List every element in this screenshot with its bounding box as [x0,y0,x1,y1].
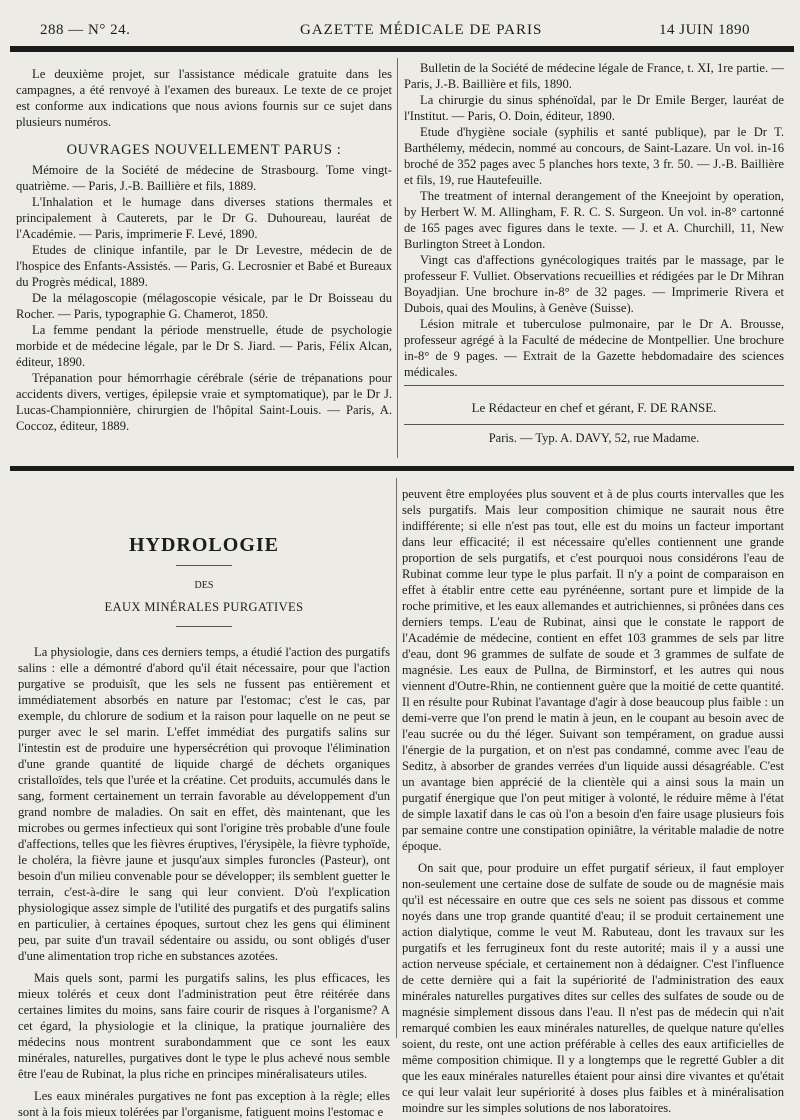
journal-title: GAZETTE MÉDICALE DE PARIS [300,22,543,38]
hydrologie-subtitle: EAUX MINÉRALES PURGATIVES [104,600,304,614]
hydrologie-des: DES [194,580,214,591]
printer-rule [404,424,784,425]
printer-imprint: Paris. — Typ. A. DAVY, 52, rue Madame. [488,431,700,445]
hydrologie-article-right [402,486,784,1116]
book-entry: Etude d'hygiène sociale (syphilis et santé publique), par le Dr T. Barthélemy, médecin, nommé au concours, de Saint-Lazare. Un vol. in-16 broché de 352 pages avec 5 planches hors texte, 3 fr. 50. — J.-B. Baillière et fils, 19, rue Hautefeuille. [404,125,784,187]
article-paragraph: On sait que, pour produire un effet purgatif sérieux, il faut employer non-seulement une certaine dose de sulfate de soude ou de magnésie mais qu'il est nécessaire en outre que ces sels ne soient pas dissous et comme noyés dans une trop grande quantité d'eau; il se produit certainement une action dialytique, comme le veut M. Rabuteau, dont les travaux sur les purgatifs et les ferrugineux font du reste autorité; mais il y a aussi une action nerveuse spéciale, et certainement non à dédaigner. C'est l'influence de cette dernière qui a fait la supériorité de l'administration des eaux minérales naturelles purgatives dites sur celles des sulfates de soude ou de magnésie simplement dissous dans l'eau. Il n'est pas de médecin qui n'ait remarqué combien les eaux minérales naturelles, de quelque nature qu'elles soient, du reste, ont une action préférable à celles des eaux artificielles de même composition chimique. Il y a longtemps que le regretté Gubler a dit que les eaux minérales naturelles étaient pour ainsi dire vivantes et qu'était ce qui leur valait leur supériorité à doses plus faibles et à minéralisation moindre sur les simples solutions de nos laboratoires. [402,861,784,1115]
header-rule [10,46,794,52]
section-break-rule [10,466,794,471]
article-paragraph: Les eaux minérales purgatives ne font pas exception à la règle; elles sont à la fois mieux tolérées par l'organisme, fatiguent moins l'estomac e [18,1089,390,1119]
top-column-divider [397,58,398,458]
book-entry: De la mélagoscopie (mélagoscopie vésicale, par le Dr Boisseau du Rocher. — Paris, typographie G. Chamerot, 1850. [16,291,392,321]
subtitle-rule [176,626,232,627]
hydrologie-article-left [18,644,390,1120]
section-title-ouvrages: OUVRAGES NOUVELLEMENT PARUS : [66,142,342,158]
bottom-column-divider [396,478,397,1038]
book-entry: L'Inhalation et le humage dans diverses stations thermales et principalement à Cauterets, par le Dr G. Duhoureau, lauréat de l'Académie. — Paris, imprimerie F. Levé, 1890. [16,195,392,241]
book-entry: Trépanation pour hémorrhagie cérébrale (série de trépanations pour accidents divers, vertiges, épilepsie vraie et symptomatique), par le Dr J. Lucas-Championnière, chirurgien de l'hôpital Saint-Louis. — Paris, A. Coccoz, éditeur, 1889. [16,371,392,433]
book-entry: Vingt cas d'affections gynécologiques traités par le massage, par le professeur F. Vulliet. Observations recueillies et rédigées par le Dr Mihran Boyadjian. Une brochure in-8° de 32 pages. — Imprimerie Rivera et Dubois, quai des Moulins, à Genève (Suisse). [404,253,784,315]
running-head [18,18,794,44]
page-issue-number: 288 — N° 24. [40,22,131,38]
issue-date: 14 JUIN 1890 [659,22,750,38]
title-rule [176,565,232,566]
book-entry: La chirurgie du sinus sphénoïdal, par le Dr Emile Berger, lauréat de l'Institut. — Paris, O. Doin, éditeur, 1890. [404,93,784,123]
signature-rule [404,385,784,386]
book-entry: La femme pendant la période menstruelle, étude de psychologie morbide et de médecine légale, par le Dr S. Jiard. — Paris, Félix Alcan, éditeur, 1890. [16,323,392,369]
book-entry: Etudes de clinique infantile, par le Dr Levestre, médecin de de l'hospice des Enfants-Assistés. — Paris, G. Lecrosnier et Babé et Bureaux du Progrès médical, 1889. [16,243,392,289]
hydrologie-title: HYDROLOGIE [128,534,280,556]
book-entry: Mémoire de la Société de médecine de Strasbourg. Tome vingt-quatrième. — Paris, J.-B. Baillière et fils, 1889. [16,163,392,193]
article-paragraph: La physiologie, dans ces derniers temps, a étudié l'action des purgatifs salins : elle a démontré d'abord qu'il était nécessaire, pour que l'action purgative se produisît, que les sels ne fussent pas entièrement et immédiatement absorbés en nature par l'estomac; c'est le cas, par exemple, du chlorure de sodium et la raison pour laquelle on ne peut se purger avec le sel marin. L'effet immédiat des purgatifs salins sur l'intestin est de produire une hypersécrétion qui provoque l'élimination d'une grande quantité de liquide chargé de déchets organiques cristalloïdes, tels que l'urée et la créatine. Cet produits, accumulés dans le sang, forment certainement un terrain favorable au développement d'un grand nombre de maladies. On sait en effet, dès maintenant, que les microbes ou germes infectieux qui sont l'origine très probable d'une foule d'affections, telles que les fièvres éruptives, l'érysipèle, la fièvre typhoïde, le choléra, la fièvre jaune et jusqu'aux simples furoncles (Pasteur), ont besoin d'un milieu convenable pour se développer; ils semblent guetter le terrain, c'est-à-dire le sang qui leur convient. D'où l'explication physiologique assez simple de l'utilité des purgatifs et des purgatifs salins en particulier, à certaines époques, surtout chez les gens qui éliminent peu, par suite d'un travail sédentaire ou assidu, ou sont obligés d'user d'une alimentation trop riche en substances azotées. [18,645,390,963]
top-right-column [404,60,784,446]
assistance-intro: Le deuxième projet, sur l'assistance médicale gratuite dans les campagnes, a été renvoyé à l'examen des bureaux. Le texte de ce projet est conforme aux indications que nous avions fournis sur ce sujet dans plusieurs numéros. [16,67,392,129]
book-entry: Bulletin de la Société de médecine légale de France, t. XI, 1re partie. — Paris, J.-B. Baillière et fils, 1890. [404,61,784,91]
editor-signature: Le Rédacteur en chef et gérant, F. DE RANSE. [471,400,717,415]
book-entry: Lésion mitrale et tuberculose pulmonaire, par le Dr A. Brousse, professeur agrégé à la Faculté de médecine de Montpellier. Une brochure in-8° de 9 pages. — Extrait de la Gazette hebdomadaire des sciences médicales. [404,317,784,379]
top-left-column [16,66,392,434]
book-entry: The treatment of internal derangement of the Kneejoint by operation, by Herbert W. M. Allingham, F. R. C. S. Surgeon. Un vol. in-8° cartonné de 165 pages avec figures dans le texte. — J. et A. Churchill, 11, New Burlington Street à London. [404,189,784,251]
article-paragraph: peuvent être employées plus souvent et à de plus courts intervalles que les sels purgatifs. Mais leur composition chimique ne saurait nous être indifférente; si elle n'est pas tout, elle est du moins un facteur important dans leur efficacité; il est nécessaire qu'elles contiennent une grande proportion de sels purgatifs, et c'est pourquoi nous considérons l'eau de Rubinat comme leur type le plus parfait. Il n'y a point de comparaison en effet à établir entre cette eau pyrénéenne, sortant pure et limpide de la roche primitive, et les eaux allemandes et autrichiennes, si prônées dans ces derniers temps. L'eau de Rubinat, ainsi que le constate le rapport de l'Académie de médecine, contient en effet 103 grammes de sels par litre d'eau, dont 96 grammes de sulfate de soude et 3 grammes de sulfate de magnésie. Les eaux de Pullna, de Birminstorf, et les autres qui nous viennent d'Outre-Rhin, ne contiennent guère que la moitié de cette quantité. Il en résulte pour Rubinat l'avantage d'agir à dose beaucoup plus faible : un demi-verre que l'on prend le matin à jeun, en le coupant au besoin avec de l'eau sucrée ou du thé léger. Suivant son tempérament, on gradue aussi l'énergie de la purgation, et on n'est pas condamné, comme avec l'eau de Seditz, à absorber de grandes verrées d'un liquide aussi désagréable. C'est un avantage bien apprécié de la clientèle qui a ainsi sous la main un purgatif énergique que l'on peut mitiger à volonté, le réduire même à l'état de simple laxatif dans le cas où l'on a besoin d'en faire usage plusieurs fois par semaine contre une constipation opiniâtre, la véritable maladie de notre époque. [402,487,784,853]
article-paragraph: Mais quels sont, parmi les purgatifs salins, les plus efficaces, les mieux tolérés et ceux dont l'administration peut être réitérée dans certaines limites du moins, sans faire courir de risques à l'organisme? A cet égard, la physiologie et la clinique, la pratique journalière des médecins nous montrent surabondamment que ce sont les eaux minérales, naturelles, purgatives dont le type le plus achevé nous semble être l'eau de Rubinat, la plus riche en principes minéralisateurs utiles. [18,971,390,1081]
